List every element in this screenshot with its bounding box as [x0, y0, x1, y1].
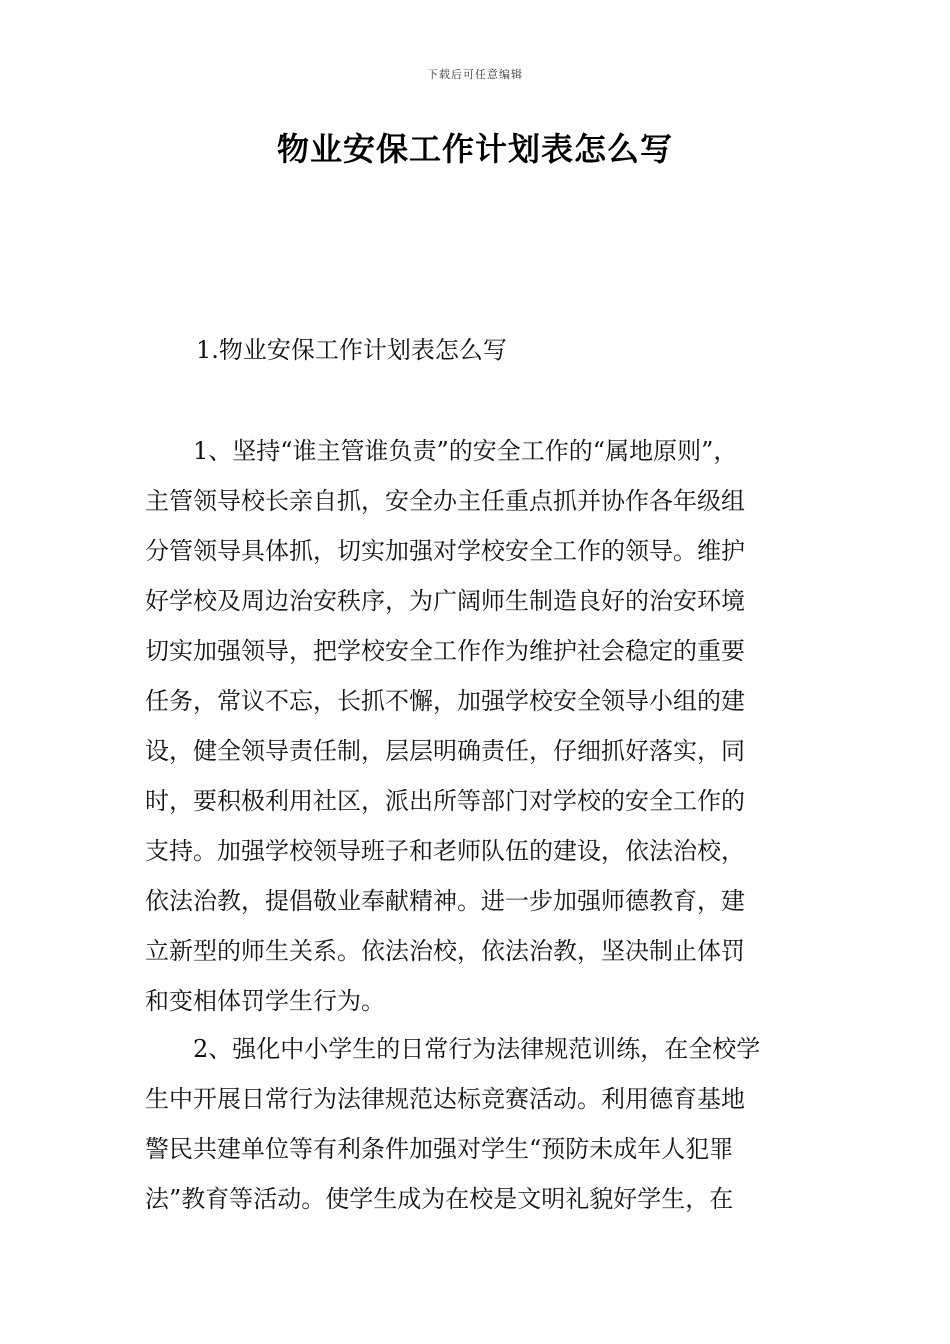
paragraph-line: 任务，常议不忘，长抓不懈，加强学校安全领导小组的建: [145, 687, 745, 715]
paragraph-line: 警民共建单位等有利条件加强对学生“预防未成年人犯罪: [145, 1135, 734, 1163]
paragraph-1: [145, 426, 825, 1026]
paragraph-line: 生中开展日常行为法律规范达标竞赛活动。利用德育基地: [145, 1085, 745, 1113]
paragraph-line: 切实加强领导，把学校安全工作作为维护社会稳定的重要: [145, 637, 745, 665]
paragraph-line: 立新型的师生关系。依法治校，依法治教，坚决制止体罚: [145, 937, 745, 965]
document-title: 物业安保工作计划表怎么写: [276, 130, 673, 168]
section-heading: 1.物业安保工作计划表怎么写: [196, 336, 507, 364]
paragraph-line: 法”教育等活动。使学生成为在校是文明礼貌好学生，在: [145, 1185, 734, 1213]
paragraph-line: 1、坚持“谁主管谁负责”的安全工作的“属地原则”，: [145, 437, 738, 465]
paragraph-line: 支持。加强学校领导班子和老师队伍的建设，依法治校，: [145, 837, 745, 865]
paragraph-line: 好学校及周边治安秩序，为广阔师生制造良好的治安环境: [145, 587, 745, 615]
paragraph-line: 时，要积极利用社区，派出所等部门对学校的安全工作的: [145, 787, 745, 815]
paragraph-2: [145, 1024, 825, 1224]
paragraph-line: 和变相体罚学生行为。: [145, 987, 385, 1015]
paragraph-line: 设，健全领导责任制，层层明确责任，仔细抓好落实，同: [145, 737, 745, 765]
header-note: 下载后可任意编辑: [427, 68, 523, 81]
paragraph-line: 主管领导校长亲自抓，安全办主任重点抓并协作各年级组: [145, 487, 745, 515]
paragraph-line: 分管领导具体抓，切实加强对学校安全工作的领导。维护: [145, 537, 745, 565]
paragraph-line: 依法治教，提倡敬业奉献精神。进一步加强师德教育，建: [145, 887, 745, 915]
paragraph-line: 2、强化中小学生的日常行为法律规范训练，在全校学: [145, 1035, 761, 1063]
